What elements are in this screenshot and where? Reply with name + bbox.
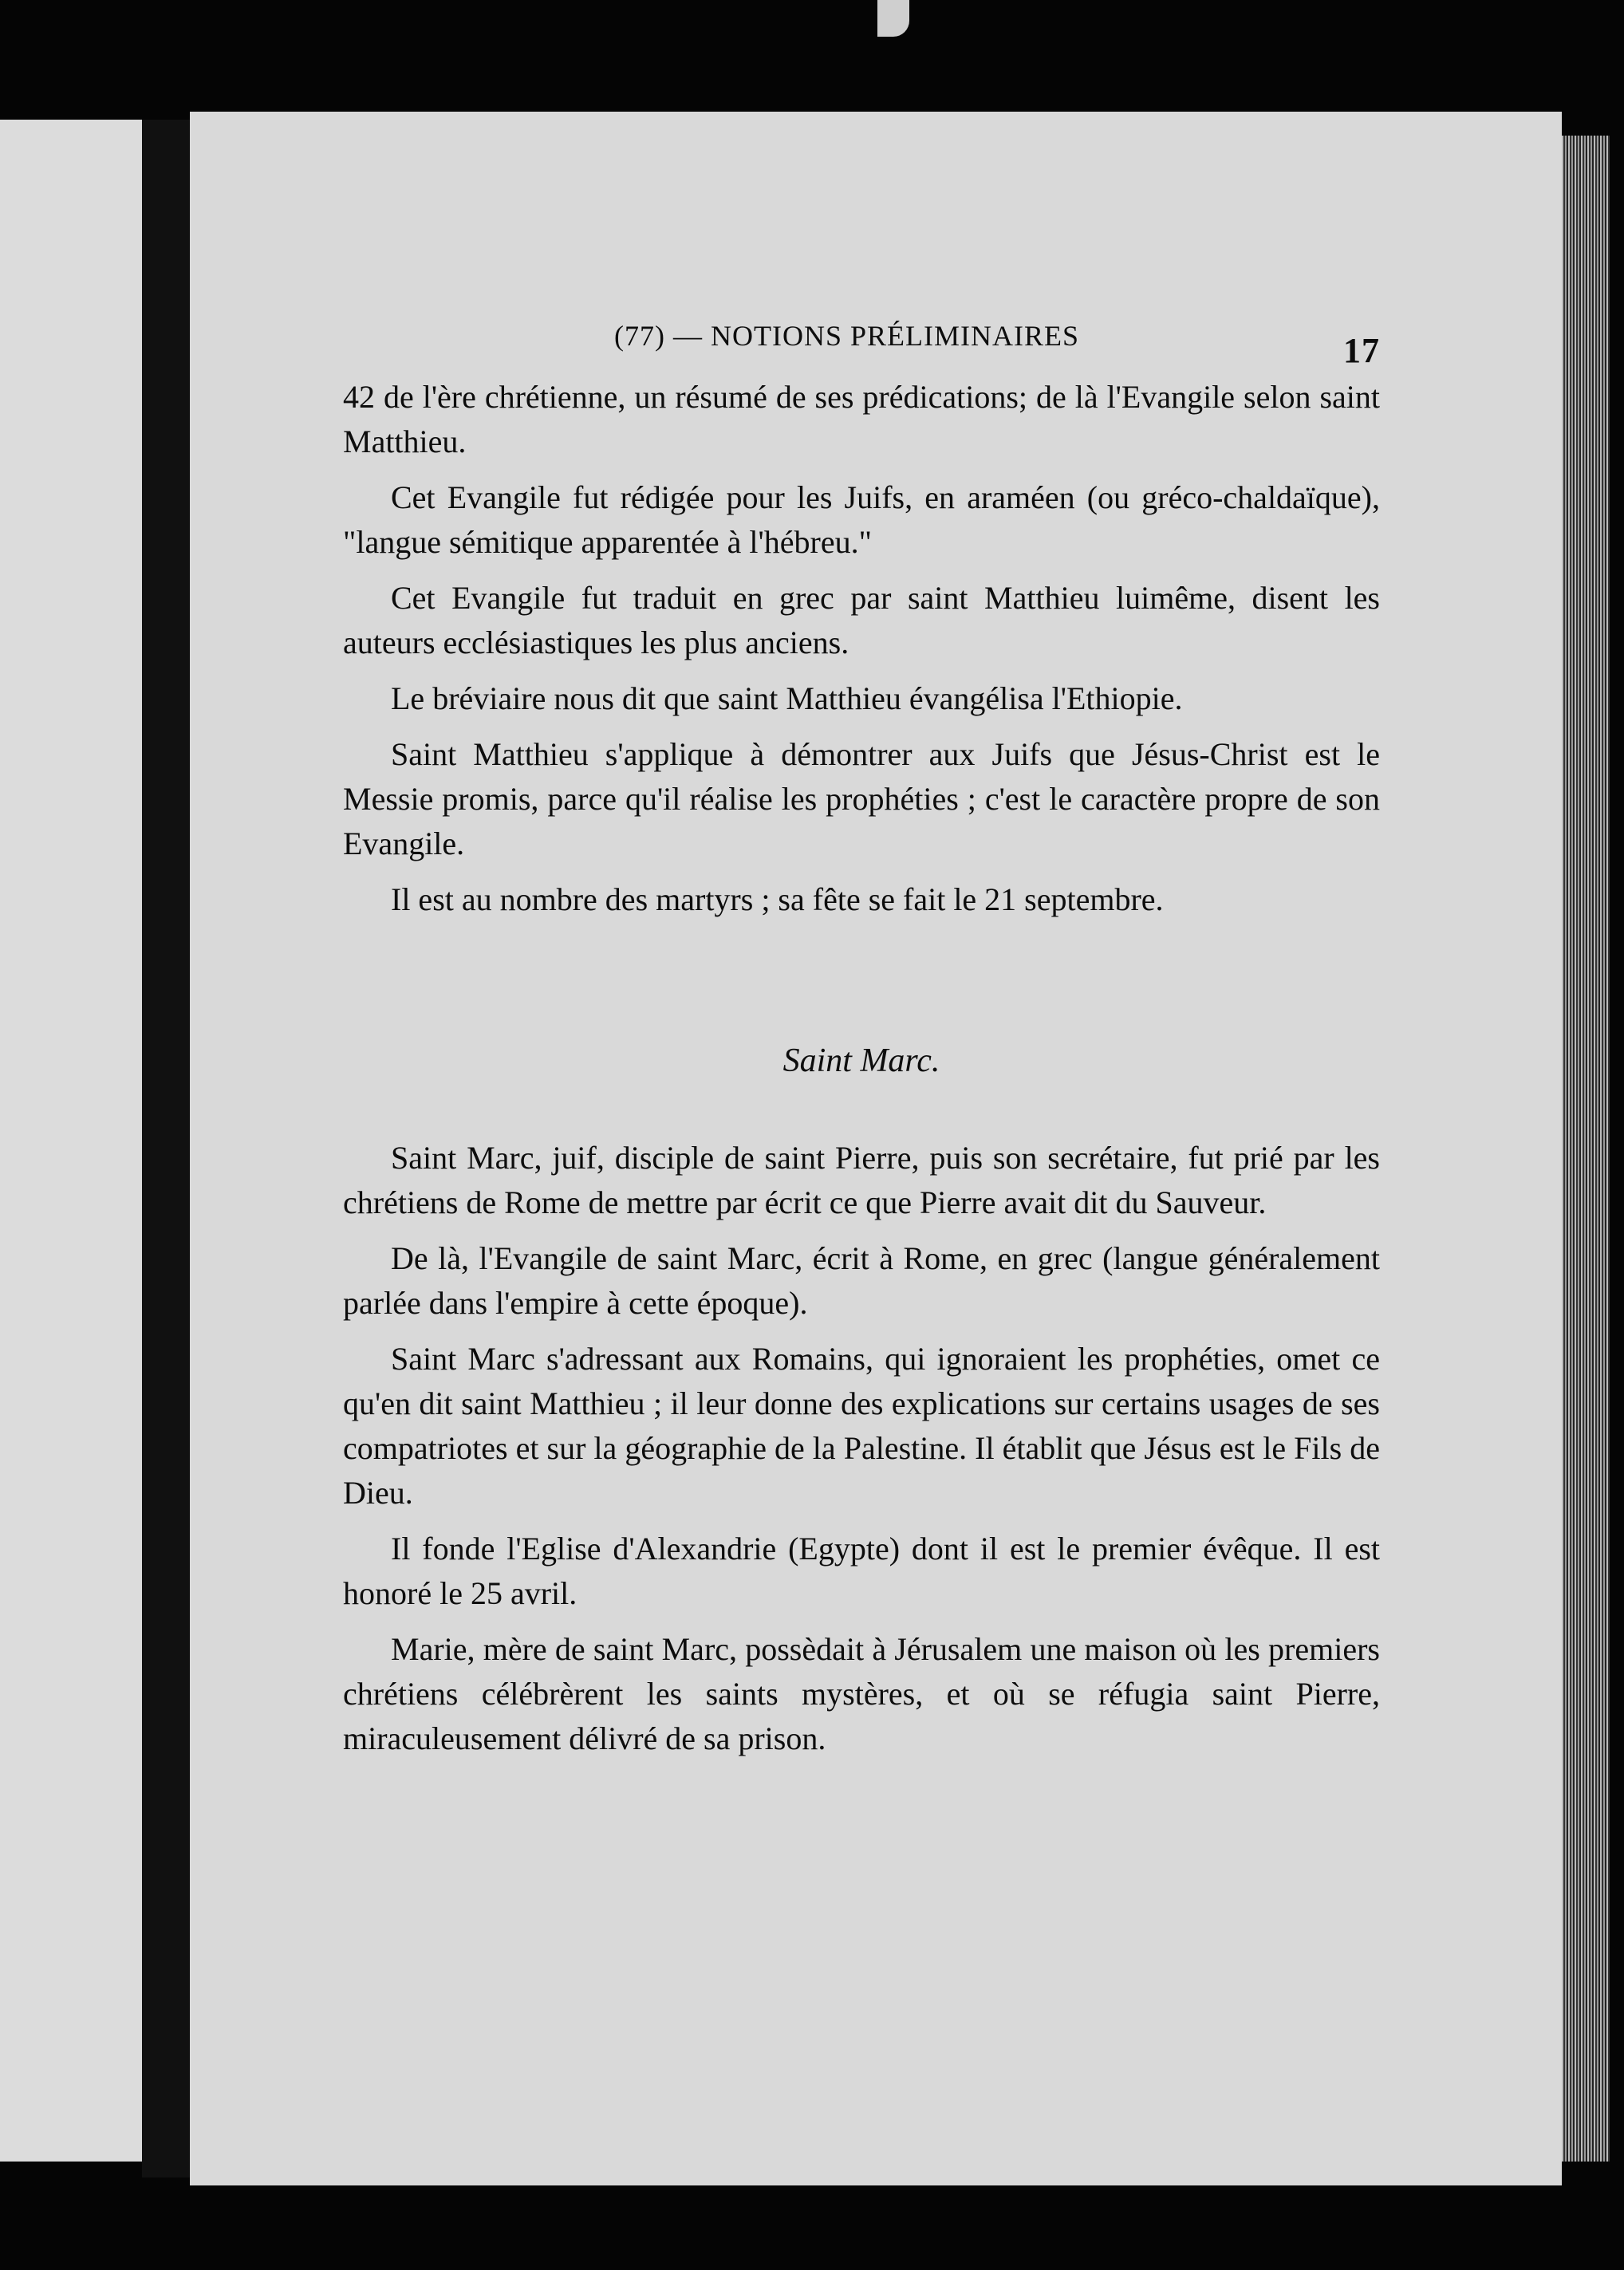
paragraph: Saint Marc, juif, disciple de saint Pierre, puis son secrétaire, fut prié par les chrétiens de Rome de mettre par écrit ce que Pierre avait dit du Sauveur. [343, 1140, 1380, 1220]
section-marc [343, 1136, 1380, 1761]
running-head-title: (77) — NOTIONS PRÉLIMINAIRES [614, 320, 1079, 352]
paragraph: Saint Matthieu s'applique à démontrer aux Juifs que Jésus-Christ est le Messie promis, parce qu'il réalise les prophéties ; c'est le caractère propre de son Evangile. [343, 736, 1380, 861]
paragraph: Cet Evangile fut rédigée pour les Juifs, en araméen (ou gréco-chaldaïque), "langue sémitique apparentée à l'hébreu." [343, 479, 1380, 560]
section-heading: Saint Marc. [782, 1042, 940, 1079]
paragraph: Saint Marc s'adressant aux Romains, qui ignoraient les prophéties, omet ce qu'en dit saint Matthieu ; il leur donne des explications sur certains usages de ses compatriotes et sur la géographie de la Palestine. Il établit que Jésus est le Fils de Dieu. [343, 1341, 1380, 1511]
running-head [343, 319, 1380, 375]
page-text [343, 319, 1380, 1772]
paragraph: De là, l'Evangile de saint Marc, écrit à Rome, en grec (langue généralement parlée dans l'empire à cette époque). [343, 1240, 1380, 1321]
scan-artifact [877, 0, 909, 37]
page-stack-edges [1562, 136, 1610, 2162]
paragraph: Il fonde l'Eglise d'Alexandrie (Egypte) dont il est le premier évêque. Il est honoré le 25 avril. [343, 1531, 1380, 1611]
paragraph: Le bréviaire nous dit que saint Matthieu évangélisa l'Ethiopie. [391, 680, 1183, 716]
paragraph: 42 de l'ère chrétienne, un résumé de ses prédications; de là l'Evangile selon saint Matthieu. [343, 379, 1380, 459]
page-number: 17 [1343, 331, 1380, 370]
section-matthieu [343, 375, 1380, 922]
facing-page-edge [0, 120, 142, 2162]
book-gutter [142, 120, 190, 2177]
paragraph: Il est au nombre des martyrs ; sa fête se fait le 21 septembre. [391, 881, 1164, 917]
paragraph: Marie, mère de saint Marc, possèdait à Jérusalem une maison où les premiers chrétiens célébrèrent les saints mystères, et où se réfugia saint Pierre, miraculeusement délivré de sa prison. [343, 1631, 1380, 1756]
paragraph: Cet Evangile fut traduit en grec par saint Matthieu luimême, disent les auteurs ecclésiastiques les plus anciens. [343, 580, 1380, 660]
